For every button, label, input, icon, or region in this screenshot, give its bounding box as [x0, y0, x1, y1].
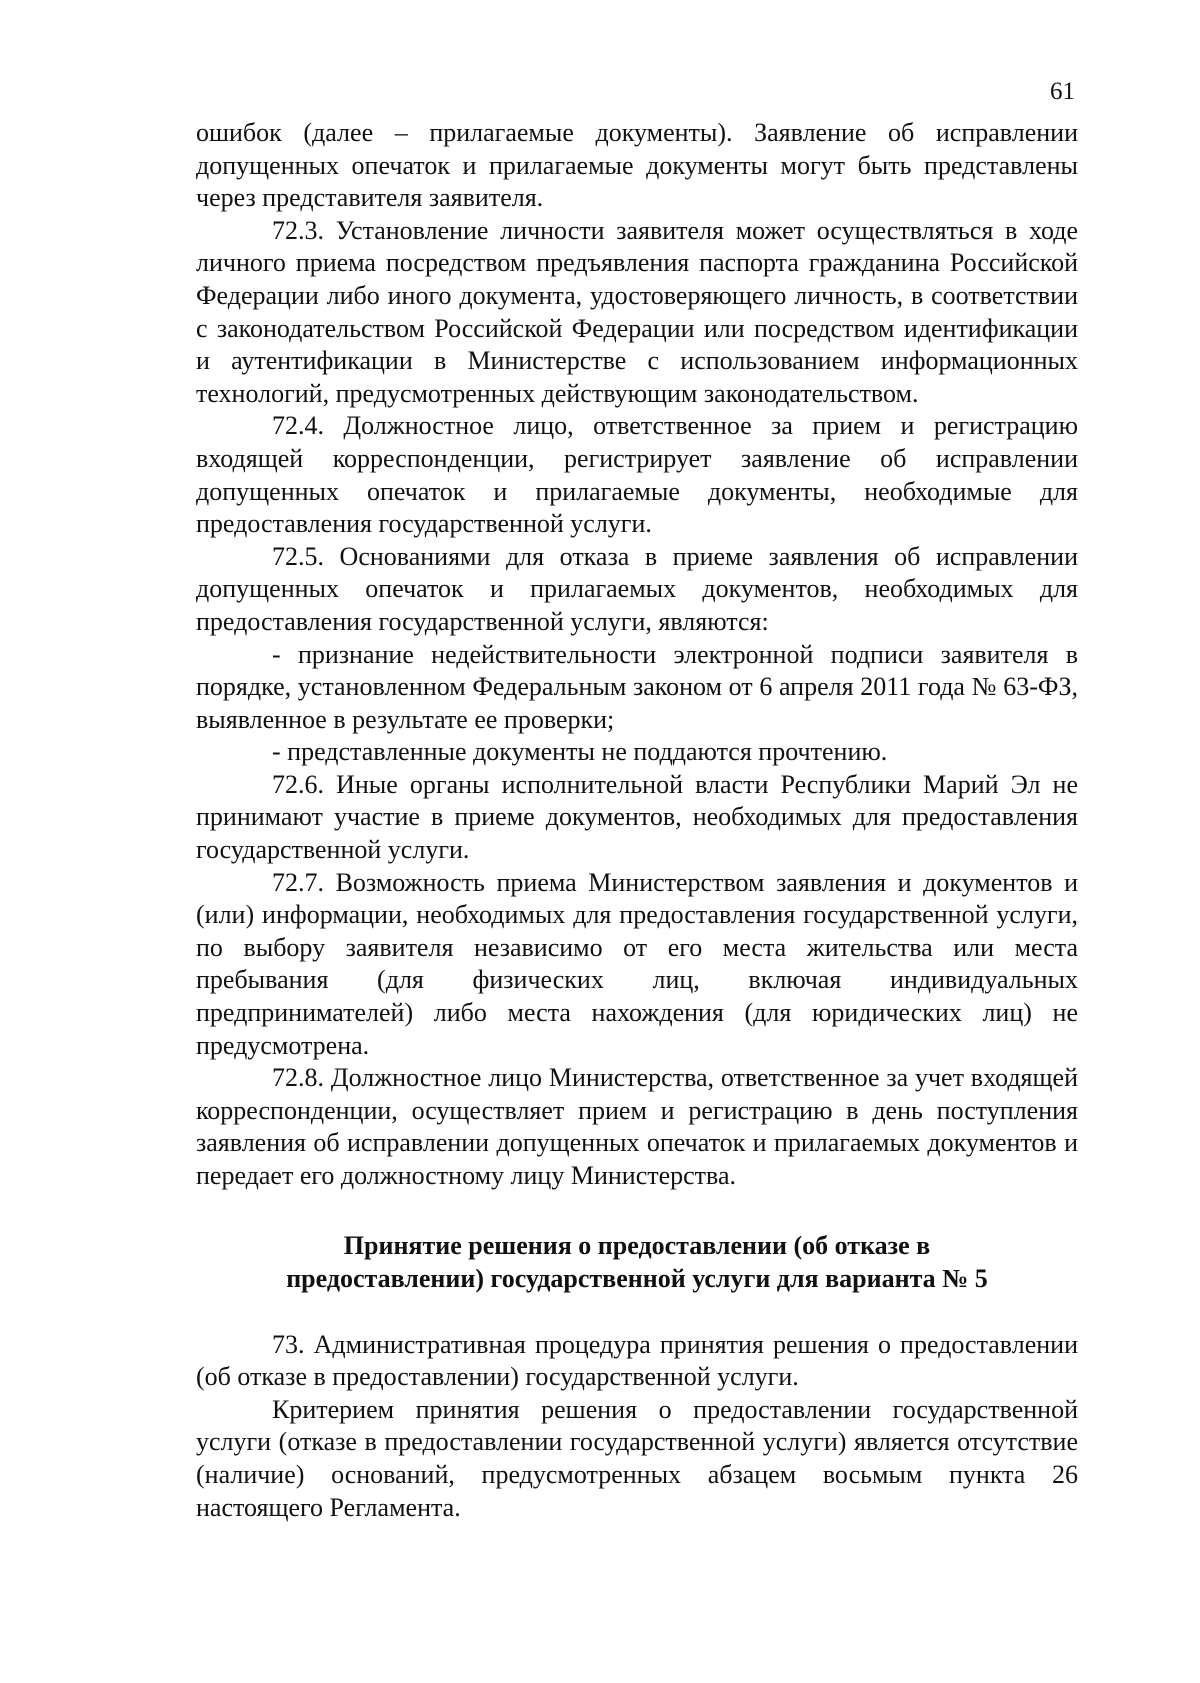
document-body: [196, 117, 1078, 1524]
paragraph-72-8: 72.8. Должностное лицо Министерства, ответственное за учет входящей корреспонденции, осуществляет прием и регистрацию в день поступления заявления об исправлении допущенных опечаток и прилагаемых документов и передает его должностному лицу Министерства.: [196, 1063, 1078, 1190]
paragraph-72-6: 72.6. Иные органы исполнительной власти Республики Марий Эл не принимают участие в приеме документов, необходимых для предоставления государственной услуги.: [196, 769, 1078, 865]
paragraph-continuation: ошибок (далее – прилагаемые документы). Заявление об исправлении допущенных опечаток и прилагаемые документы могут быть представлены через представителя заявителя.: [196, 118, 1078, 213]
page-number: 61: [1050, 78, 1075, 105]
paragraph-criterion: Критерием принятия решения о предоставлении государственной услуги (отказе в предоставлении государственной услуги) является отсутствие (наличие) оснований, предусмотренных абзацем восьмым пункта 26 настоящего Регламента.: [196, 1394, 1078, 1522]
section-heading: [196, 1229, 1078, 1295]
paragraph-72-4: 72.4. Должностное лицо, ответственное за прием и регистрацию входящей корреспонденции, регистрирует заявление об исправлении допущенных опечаток и прилагаемые документы, необходимые для предоставления государственной услуги.: [196, 411, 1078, 539]
section-heading-line-1: Принятие решения о предоставлении (об отказе в: [343, 1230, 931, 1260]
paragraph-72-5: 72.5. Основаниями для отказа в приеме заявления об исправлении допущенных опечаток и прилагаемых документов, необходимых для предоставления государственной услуги, являются:: [196, 541, 1078, 636]
paragraph-72-3: 72.3. Установление личности заявителя может осуществляться в ходе личного приема посредством предъявления паспорта гражданина Российской Федерации либо иного документа, удостоверяющего личность, в соответствии с законодательством Российской Федерации или посредством идентификации и аутентификации в Министерстве с использованием информационных технологий, предусмотренных действующим законодательством.: [196, 215, 1078, 408]
section-heading-line-2: предоставлении) государственной услуги для варианта № 5: [286, 1263, 988, 1293]
list-item-signature-invalid: - признание недействительности электронной подписи заявителя в порядке, установленном Федеральным законом от 6 апреля 2011 года № 63-ФЗ, выявленное в результате ее проверки;: [196, 639, 1078, 734]
paragraph-73: 73. Административная процедура принятия решения о предоставлении (об отказе в предоставлении) государственной услуги.: [196, 1329, 1078, 1392]
paragraph-72-7: 72.7. Возможность приема Министерством заявления и документов и (или) информации, необходимых для предоставления государственной услуги, по выбору заявителя независимо от его места жительства или места пребывания (для физических лиц, включая индивидуальных предпринимателей) либо места нахождения (для юридических лиц) не предусмотрена.: [196, 867, 1078, 1060]
list-item-unreadable: - представленные документы не поддаются прочтению.: [272, 737, 888, 767]
